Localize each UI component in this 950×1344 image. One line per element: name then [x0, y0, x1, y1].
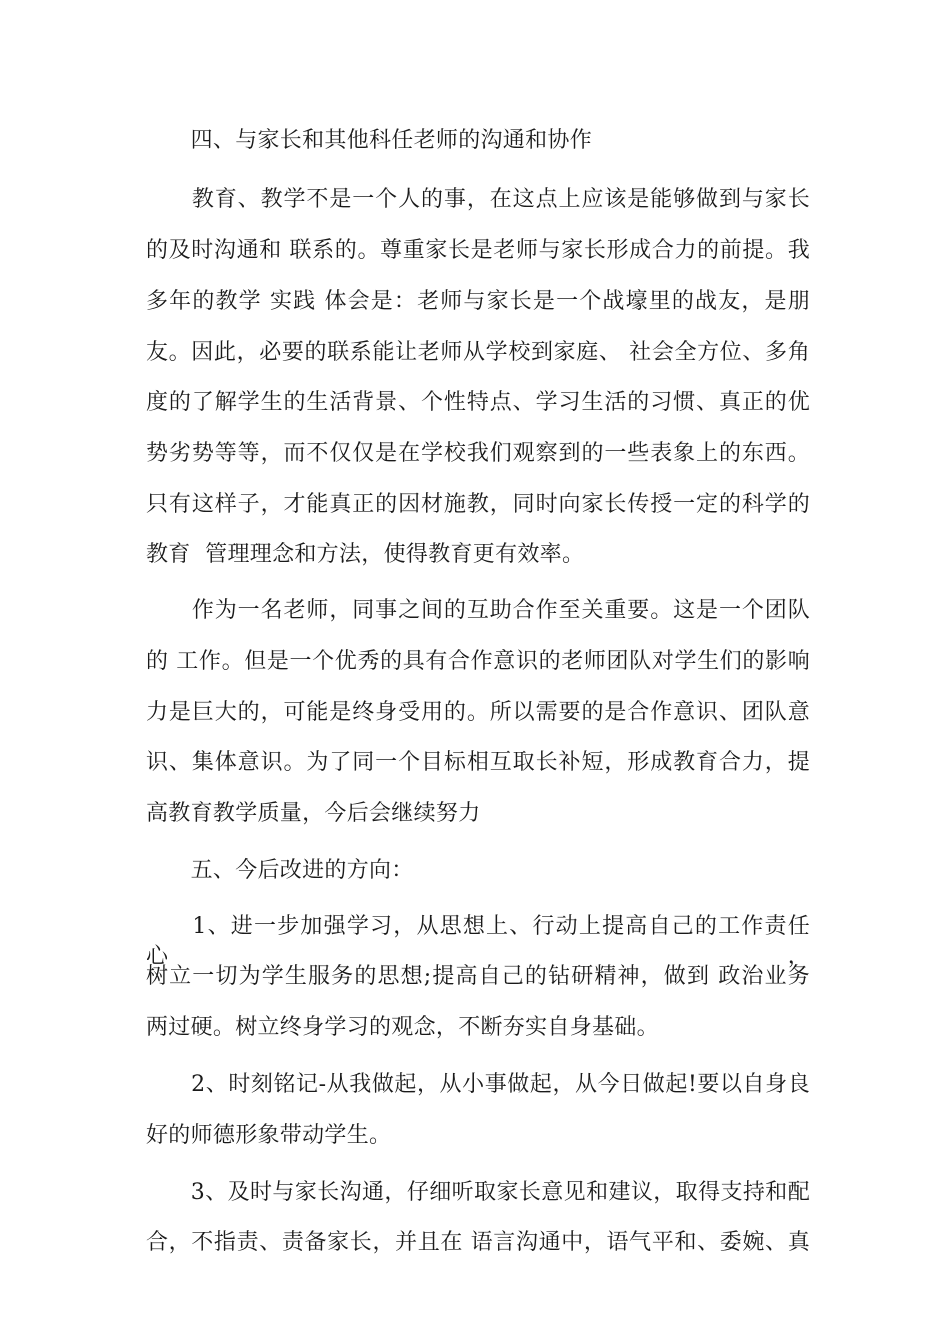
list-item-line: 2、时刻铭记-从我做起，从小事做起，从今日做起!要以自身良 [146, 1072, 810, 1097]
list-item-line: 两过硬。树立终身学习的观念，不断夯实自身基础。 [146, 1015, 659, 1040]
list-item-line: 1、进一步加强学习，从思想上、行动上提高自己的工作责任心， [146, 914, 810, 969]
list-item-line: 合，不指责、责备家长，并且在 语言沟通中，语气平和、委婉、真 [146, 1230, 810, 1255]
heading-section-5: 五、今后改进的方向： [146, 858, 414, 883]
list-item-line: 好的师德形象带动学生。 [146, 1123, 392, 1148]
paragraph-line: 高教育教学质量，今后会继续努力 [146, 801, 481, 826]
heading-section-4: 四、与家长和其他科任老师的沟通和协作 [146, 128, 593, 153]
paragraph-line: 力是巨大的，可能是终身受用的。所以需要的是合作意识、团队意 [146, 700, 810, 725]
paragraph-line: 教育、教学不是一个人的事，在这点上应该是能够做到与家长 [146, 187, 810, 212]
list-item-line: 树立一切为学生服务的思想;提高自己的钻研精神，做到 政治业务 [146, 964, 810, 989]
paragraph-line: 识、集体意识。为了同一个目标相互取长补短，形成教育合力，提 [146, 750, 810, 775]
paragraph-line: 度的了解学生的生活背景、个性特点、学习生活的习惯、真正的优 [146, 390, 810, 415]
paragraph-line: 的及时沟通和 联系的。尊重家长是老师与家长形成合力的前提。我 [146, 238, 810, 263]
paragraph-line: 多年的教学 实践 体会是：老师与家长是一个战壕里的战友，是朋 [146, 289, 810, 314]
paragraph-line: 作为一名老师，同事之间的互助合作至关重要。这是一个团队 [146, 598, 810, 623]
paragraph-line: 教育 管理理念和方法，使得教育更有效率。 [146, 542, 585, 567]
list-item-line: 3、及时与家长沟通，仔细听取家长意见和建议，取得支持和配 [146, 1180, 810, 1205]
paragraph-line: 势劣势等等，而不仅仅是在学校我们观察到的一些表象上的东西。 [146, 441, 810, 466]
paragraph-line: 只有这样子，才能真正的因材施教，同时向家长传授一定的科学的 [146, 492, 810, 517]
paragraph-line: 的 工作。但是一个优秀的具有合作意识的老师团队对学生们的影响 [146, 649, 810, 674]
paragraph-line: 友。因此，必要的联系能让老师从学校到家庭、 社会全方位、多角 [146, 340, 810, 365]
